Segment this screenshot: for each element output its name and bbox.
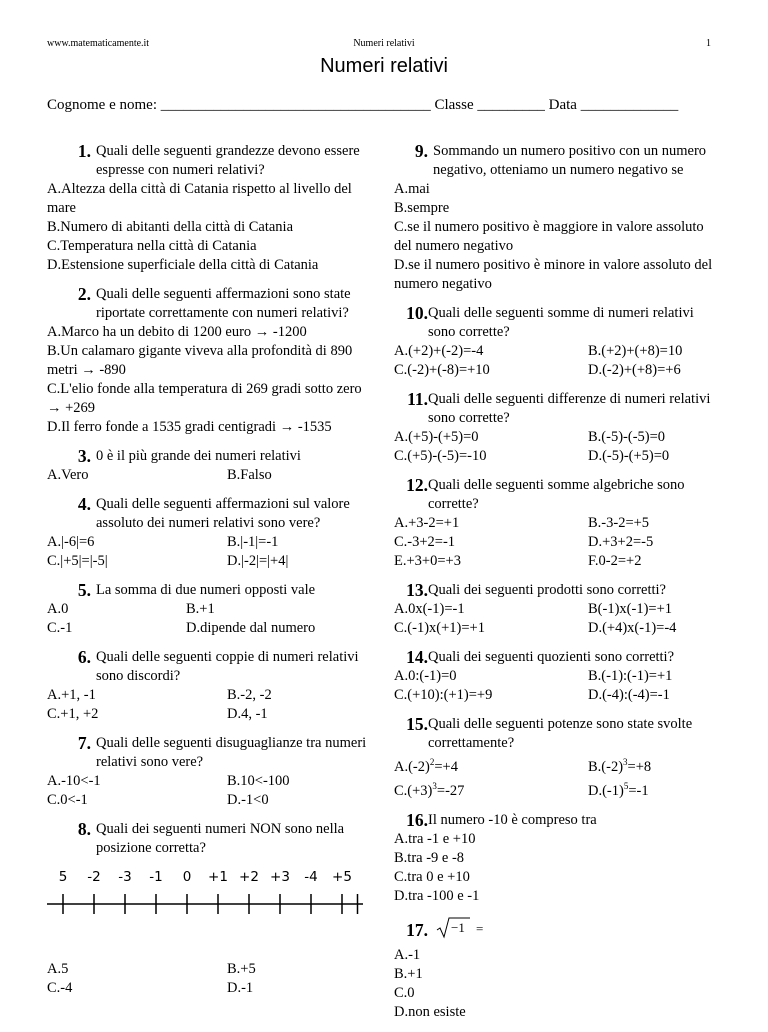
question-number: 1. [77,141,91,161]
option-a[interactable]: A.0 [47,601,69,617]
question-text: Quali delle seguenti somme algebriche sono corrette? [428,477,685,512]
number-line-label: 5 [58,869,68,885]
question-text: Quali delle seguenti grandezze devono essere espresse con numeri relativi? [96,143,360,178]
option-d[interactable]: D.non esiste [394,1003,466,1020]
number-line-label: 0 [182,869,192,885]
question-number: 5. [77,580,91,600]
question-14 [394,648,724,705]
question-text: Sommando un numero positivo con un numero negativo, otteniamo un numero negativo se [433,143,707,178]
question-1 [47,142,377,275]
question-number: 6. [77,647,91,667]
student-info-line: Cognome e nome: ____________________________________ Classe _________ Data _____________ [47,97,679,113]
option-b[interactable]: B.(+2)+(+8)=10 [588,343,683,359]
question-text: Quali delle seguenti somme di numeri relativi sono corrette? [428,305,694,340]
option-c[interactable]: C.tra 0 e +10 [394,868,470,885]
question-text: Quali delle seguenti disuguaglianze tra numeri relativi sono vere? [96,735,367,770]
power-base: B.(-2) [588,758,624,775]
option-b[interactable]: B(-1)x(-1)=+1 [588,601,672,617]
option-c[interactable]: C.|+5|=|-5| [47,553,108,569]
power-result: =-27 [436,782,465,799]
question-9 [394,142,724,294]
option-c[interactable]: C.(+5)-(-5)=-10 [394,448,487,464]
option-d[interactable]: D.se il numero positivo è minore in valore assoluto del numero negativo [394,257,713,292]
header-topic: Numeri relativi [353,38,415,49]
power-result: =-1 [628,782,649,799]
option-b[interactable]: B.-3-2=+5 [588,515,650,531]
option-b[interactable]: B.Falso [227,467,272,483]
option-c[interactable]: C.(+10):(+1)=+9 [394,687,493,703]
question-number: 4. [77,494,91,514]
left-column [47,142,377,1008]
option-b[interactable]: B.sempre [394,200,450,216]
option-b[interactable]: B.-2, -2 [227,687,272,703]
power-base: A.(-2) [394,758,430,775]
option-c[interactable]: C.(-1)x(+1)=+1 [394,620,485,636]
option-a[interactable]: A.-10<-1 [47,773,101,789]
option-b[interactable]: B.+1 [394,965,423,982]
question-text: Quali delle seguenti affermazioni sono state riportate correttamente con numeri relativi? [96,286,351,321]
header-site: www.matematicamente.it [47,38,150,49]
number-line-label: -1 [149,869,163,885]
question-7 [47,734,377,810]
option-c[interactable]: C.se il numero positivo è maggiore in valore assoluto del numero negativo [394,219,704,254]
number-line-svg [47,866,369,924]
option-a[interactable]: A.+1, -1 [47,687,96,703]
option-c[interactable]: C.-1 [47,620,73,636]
option-b[interactable] [588,753,724,777]
power-exponent: 5 [623,780,629,791]
question-number: 10. [406,303,428,323]
radicand: −1 [451,919,465,935]
number-line-label: -2 [87,869,101,885]
number-line-label: +2 [239,869,259,885]
question-13 [394,581,724,638]
question-text: Quali delle seguenti potenze sono state svolte correttamente? [428,716,693,751]
option-a[interactable]: A.5 [47,961,69,977]
header-page-number: 1 [706,38,711,49]
question-3 [47,447,377,485]
option-e[interactable]: E.+3+0=+3 [394,553,461,569]
number-line-figure [47,866,377,930]
right-column [394,142,724,1032]
question-number: 13. [406,580,428,600]
option-b[interactable]: B.(-5)-(-5)=0 [588,429,666,445]
question-number: 3. [77,446,91,466]
number-line-label: +1 [208,869,228,885]
square-root-icon [436,916,488,940]
option-d[interactable]: D.+3+2=-5 [588,534,654,550]
option-a[interactable]: A.-1 [394,946,421,963]
option-a[interactable]: A.tra -1 e +10 [394,830,476,847]
question-11 [394,390,724,466]
question-12 [394,476,724,571]
question-6 [47,648,377,724]
option-a[interactable]: A.0x(-1)=-1 [394,601,465,617]
option-d[interactable]: D.Estensione superficiale della città di Catania [47,257,319,273]
option-b[interactable]: B.+1 [186,601,215,617]
question-16 [394,811,724,906]
option-d[interactable]: D.-1<0 [227,792,269,808]
question-text: Quali dei seguenti quozienti sono corretti? [428,649,675,665]
option-d[interactable]: D.|-2|=|+4| [227,553,289,569]
option-b[interactable]: B.10<-100 [227,773,290,789]
page-title: Numeri relativi [320,55,448,77]
question-text: Quali dei seguenti numeri NON sono nella posizione corretta? [96,821,345,856]
question-number: 16. [406,809,428,830]
option-a[interactable]: A.Marco ha un debito di 1200 euro → -1200 [47,324,307,340]
option-c[interactable] [394,777,588,801]
option-c[interactable]: C.(-2)+(-8)=+10 [394,362,490,378]
question-number: 2. [77,284,91,304]
option-f[interactable]: F.0-2=+2 [588,553,642,569]
option-d[interactable]: D.(-4):(-4)=-1 [588,687,670,703]
option-a[interactable]: A.Altezza della città di Catania rispetto al livello del mare [47,181,352,216]
power-result: =+8 [627,758,652,775]
option-a[interactable]: A.(+2)+(-2)=-4 [394,343,484,359]
power-exponent: 2 [429,757,435,767]
option-d[interactable]: D.(-5)-(+5)=0 [588,448,670,464]
question-text: Quali delle seguenti coppie di numeri relativi sono discordi? [96,649,359,684]
option-d[interactable]: D.(-2)+(+8)=+6 [588,362,681,378]
question-text: Quali dei seguenti prodotti sono corretti? [428,582,666,598]
option-c[interactable]: C.-3+2=-1 [394,534,456,550]
option-b[interactable]: B.+5 [227,961,256,977]
option-c[interactable]: C.+1, +2 [47,706,99,722]
number-line-label: +5 [332,869,352,885]
option-c[interactable]: C.-4 [47,980,73,996]
question-text: Quali delle seguenti differenze di numeri relativi sono corrette? [428,391,711,426]
square-root-expression [436,916,488,946]
question-number: 9. [414,141,428,161]
option-c[interactable]: C.0<-1 [47,792,88,808]
option-a[interactable]: A.+3-2=+1 [394,515,460,531]
option-b[interactable]: B.Un calamaro gigante viveva alla profondità di 890 metri → -890 [47,343,353,378]
number-line-label: -4 [304,869,318,885]
question-text: Quali delle seguenti affermazioni sul valore assoluto dei numeri relativi sono vere? [96,496,350,531]
option-d[interactable]: D.dipende dal numero [186,620,316,636]
question-number: 7. [77,733,91,753]
number-line-label: +3 [270,869,290,885]
question-number: 8. [77,819,91,839]
question-4 [47,495,377,571]
power-exponent: 3 [623,757,628,767]
question-17 [394,916,724,1022]
option-a[interactable]: A.Vero [47,467,89,483]
option-a[interactable]: A.0:(-1)=0 [394,668,457,684]
question-number: 15. [406,714,428,734]
question-5 [47,581,377,638]
option-a[interactable]: A.mai [394,181,430,197]
option-b[interactable]: B.|-1|=-1 [227,534,279,550]
number-line-label: -3 [118,869,132,885]
question-text: 0 è il più grande dei numeri relativi [96,448,301,464]
power-base: D.(-1) [588,782,624,799]
option-b[interactable]: B.Numero di abitanti della città di Catania [47,219,294,235]
option-b[interactable]: B.tra -9 e -8 [394,849,465,866]
option-c[interactable]: C.Temperatura nella città di Catania [47,238,257,254]
option-b[interactable]: B.(-1):(-1)=+1 [588,668,673,684]
option-c[interactable]: C.0 [394,984,415,1001]
question-number: 12. [406,475,428,495]
question-number: 14. [406,647,428,667]
option-d[interactable]: D.Il ferro fonde a 1535 gradi centigradi → -1535 [47,419,332,435]
question-number: 17. [406,920,428,941]
option-a[interactable]: A.|-6|=6 [47,534,95,550]
question-15 [394,715,724,801]
option-d[interactable]: D.(+4)x(-1)=-4 [588,620,677,636]
option-d[interactable]: D.-1 [227,980,254,996]
question-10 [394,304,724,380]
power-base: C.(+3) [394,782,433,799]
question-8 [47,820,377,998]
question-text: Il numero -10 è compreso tra [428,811,597,828]
option-d[interactable] [588,777,724,801]
option-d[interactable]: D.tra -100 e -1 [394,887,480,904]
equals-sign: = [476,920,484,936]
power-result: =+4 [434,758,458,775]
question-number: 11. [407,389,428,409]
option-a[interactable]: A.(+5)-(+5)=0 [394,429,479,445]
option-c[interactable]: C.L'elio fonde alla temperatura di 269 gradi sotto zero → +269 [47,381,362,416]
power-exponent: 3 [432,780,437,791]
question-2 [47,285,377,437]
option-d[interactable]: D.4, -1 [227,706,268,722]
question-text: La somma di due numeri opposti vale [96,582,316,598]
option-a[interactable] [394,753,588,777]
